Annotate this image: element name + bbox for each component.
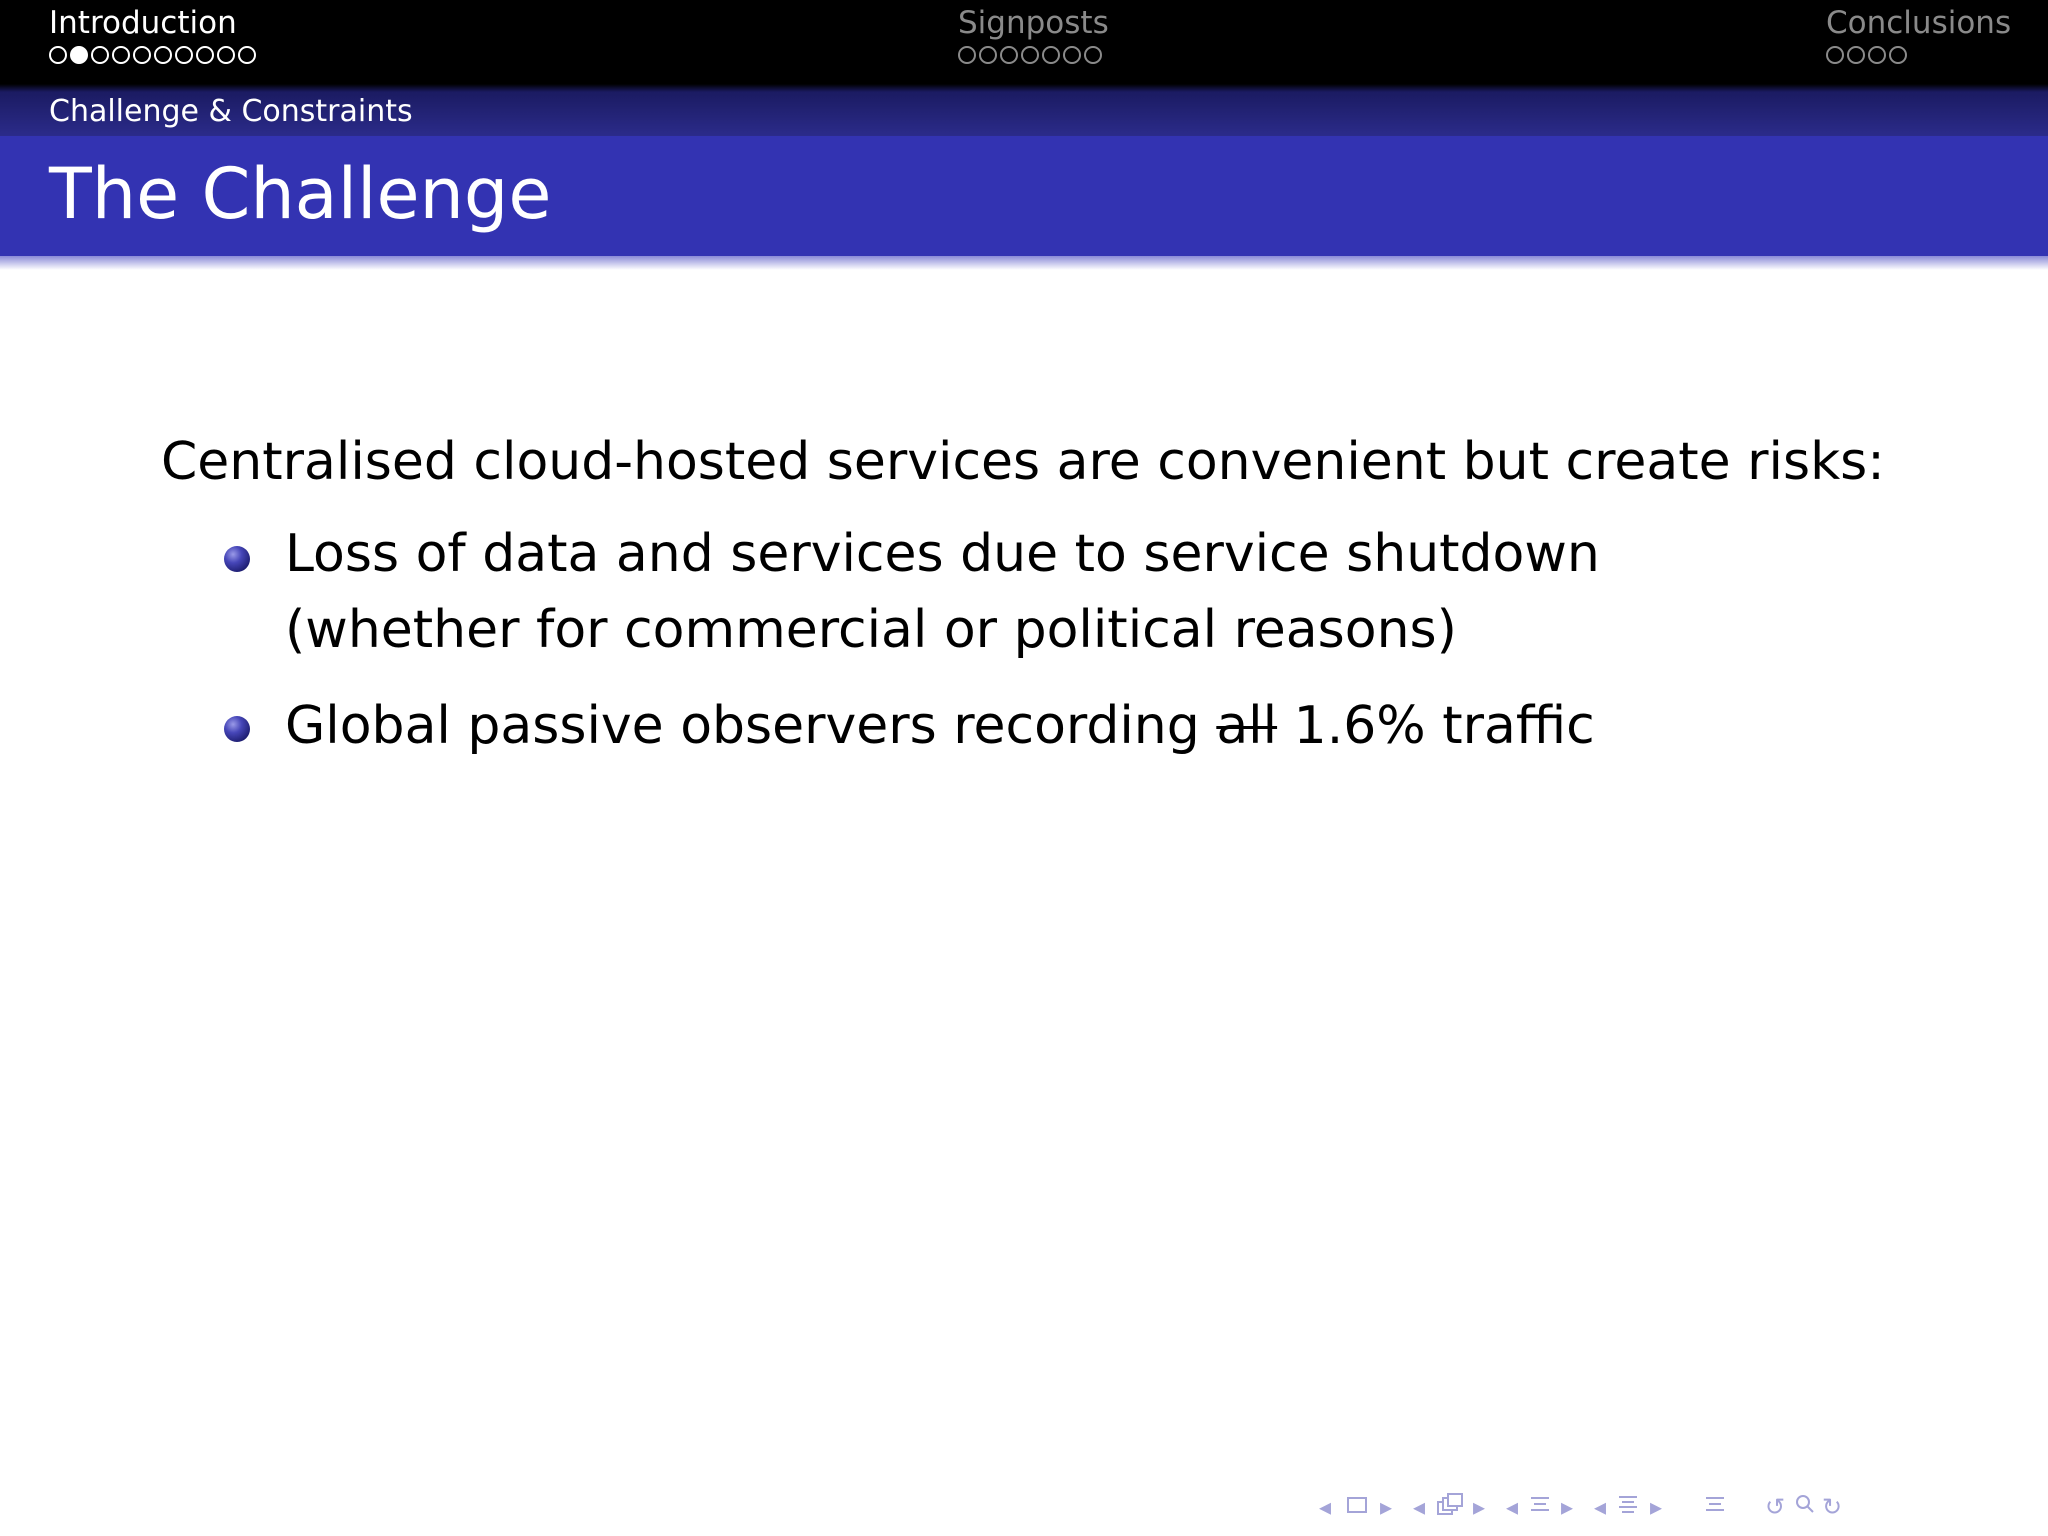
frame-dot[interactable] xyxy=(91,46,109,64)
frame-dots xyxy=(958,46,1109,64)
title-shadow xyxy=(0,256,2048,270)
arrow-right-icon[interactable]: ▸ xyxy=(1473,1493,1486,1521)
nav-section-conclusions[interactable] xyxy=(1826,0,2011,64)
frame-dot[interactable] xyxy=(49,46,67,64)
section-icon[interactable] xyxy=(1616,1492,1640,1523)
bullet-text-line: Loss of data and services due to service shutdown xyxy=(285,524,1600,584)
section-navigation-bar xyxy=(0,0,2048,84)
nav-section-introduction[interactable] xyxy=(49,0,256,64)
frame-dot[interactable] xyxy=(154,46,172,64)
frame-icon[interactable] xyxy=(1346,1492,1368,1522)
bullet-item xyxy=(285,516,1600,668)
arrow-right-icon[interactable]: ▸ xyxy=(1561,1493,1574,1521)
bullet-text-line: (whether for commercial or political reasons) xyxy=(285,600,1457,660)
frame-dot[interactable] xyxy=(217,46,235,64)
arrow-left-icon[interactable]: ◂ xyxy=(1594,1493,1607,1521)
nav-section-title[interactable]: Signposts xyxy=(958,5,1109,41)
frame-title: The Challenge xyxy=(49,153,552,235)
frame-dot[interactable] xyxy=(1847,46,1865,64)
search-icon[interactable] xyxy=(1793,1492,1817,1523)
frame-dot[interactable] xyxy=(958,46,976,64)
struck-text: all xyxy=(1216,696,1278,756)
arrow-left-icon[interactable]: ◂ xyxy=(1413,1493,1426,1521)
current-frame-dot[interactable] xyxy=(70,46,88,64)
redo-icon[interactable]: ↻ xyxy=(1822,1493,1843,1521)
nav-section-signposts[interactable] xyxy=(958,0,1109,64)
frame-dots xyxy=(1826,46,2011,64)
frame-dot[interactable] xyxy=(1000,46,1018,64)
nav-section-title[interactable]: Conclusions xyxy=(1826,5,2012,41)
frame-title-bar xyxy=(0,136,2048,256)
arrow-left-icon[interactable]: ◂ xyxy=(1506,1493,1519,1521)
frame-dot[interactable] xyxy=(175,46,193,64)
frame-dots xyxy=(49,46,256,64)
arrow-right-icon[interactable]: ▸ xyxy=(1650,1493,1663,1521)
frame-dot[interactable] xyxy=(112,46,130,64)
subsection-icon[interactable] xyxy=(1528,1492,1552,1523)
frame-dot[interactable] xyxy=(1084,46,1102,64)
bullet-text: Global passive observers recording xyxy=(285,696,1217,756)
toc-icon[interactable] xyxy=(1703,1492,1727,1523)
bullet-ball-icon xyxy=(224,716,250,742)
bullet-text: 1.6% traffic xyxy=(1277,696,1595,756)
bullet-ball-icon xyxy=(224,546,250,572)
bullet-item xyxy=(285,688,1595,764)
frame-dot[interactable] xyxy=(1826,46,1844,64)
frame-dot[interactable] xyxy=(196,46,214,64)
undo-icon[interactable]: ↺ xyxy=(1765,1493,1786,1521)
frame-dot[interactable] xyxy=(979,46,997,64)
frame-dot[interactable] xyxy=(1889,46,1907,64)
navbar-fade xyxy=(0,84,2048,92)
arrow-left-icon[interactable]: ◂ xyxy=(1319,1493,1332,1521)
slides-icon[interactable] xyxy=(1436,1492,1466,1525)
frame-dot[interactable] xyxy=(1868,46,1886,64)
frame-dot[interactable] xyxy=(238,46,256,64)
frame-dot[interactable] xyxy=(1021,46,1039,64)
frame-dot[interactable] xyxy=(133,46,151,64)
subsection-title[interactable]: Challenge & Constraints xyxy=(49,94,413,129)
intro-text: Centralised cloud-hosted services are convenient but create risks: xyxy=(161,432,1885,492)
nav-section-title[interactable]: Introduction xyxy=(49,5,237,41)
subsection-bar xyxy=(0,92,2048,136)
frame-dot[interactable] xyxy=(1063,46,1081,64)
arrow-right-icon[interactable]: ▸ xyxy=(1380,1493,1393,1521)
frame-dot[interactable] xyxy=(1042,46,1060,64)
